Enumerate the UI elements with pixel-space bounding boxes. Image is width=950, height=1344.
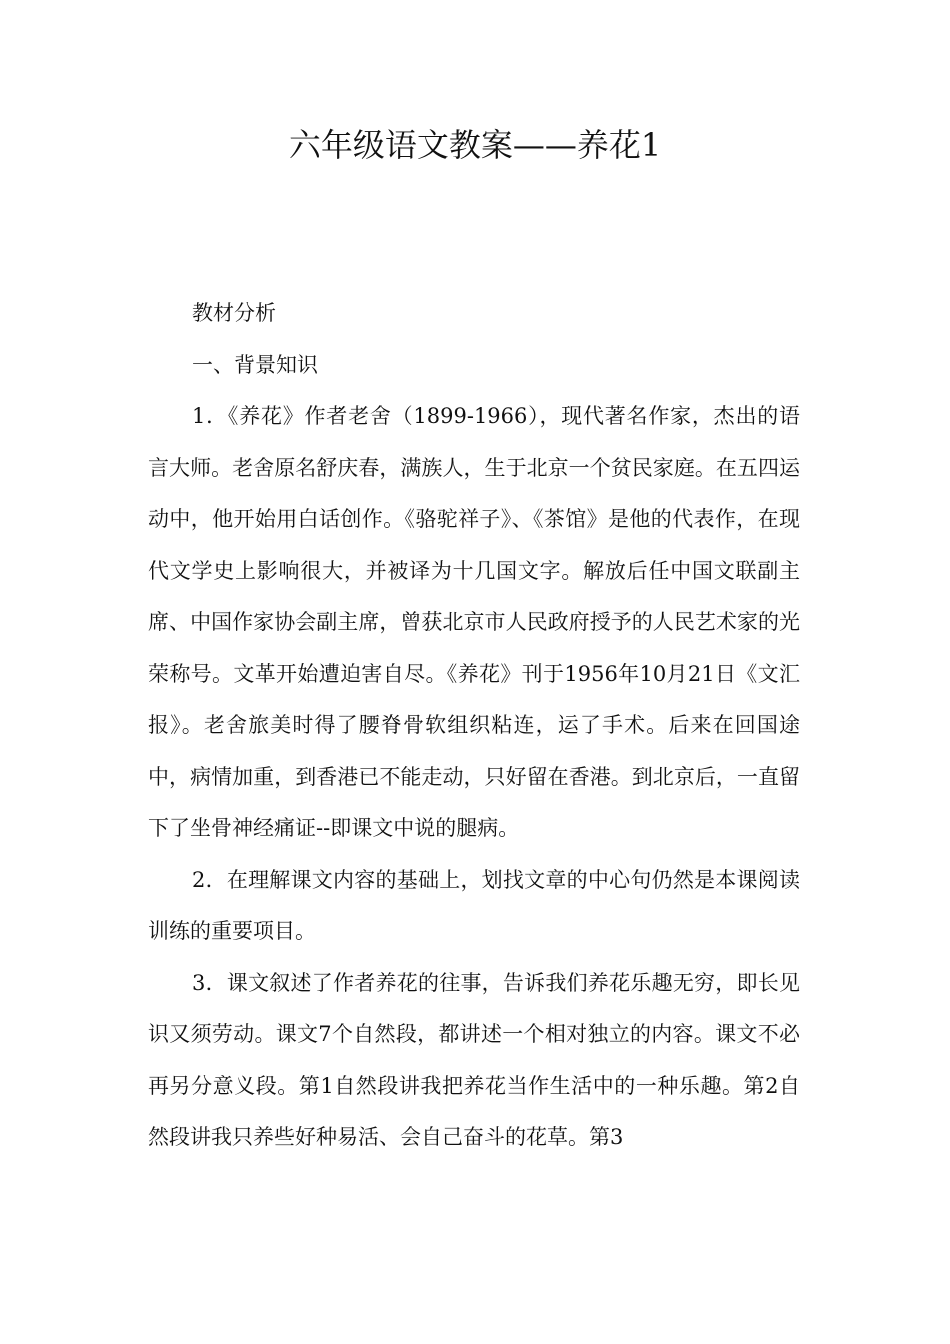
paragraph-2: 2．在理解课文内容的基础上，划找文章的中心句仍然是本课阅读训练的重要项目。 xyxy=(148,867,800,943)
section-heading: 教材分析 xyxy=(192,301,276,325)
subsection-heading: 一、背景知识 xyxy=(192,352,318,377)
paragraph-1: 1．《养花》作者老舍（1899-1966），现代著名作家，杰出的语言大师。老舍原名舒庆春，满族人，生于北京一个贫民家庭。在五四运动中，他开始用白话创作。《骆驼祥子》、《茶馆》是他的代表作，在现代文学史上影响很大，并被译为十几国文字。解放后任中国文联副主席、中国作家协会副主席，曾获北京市人民政府授予的人民艺术家的光荣称号。文革开始遭迫害自尽。《养花》刊于1956年10月21日《文汇报》。老舍旅美时得了腰脊骨软组织粘连，运了手术。后来在回国途中，病情加重，到香港已不能走动，只好留在香港。到北京后，一直留下了坐骨神经痛证--即课文中说的腿病。 xyxy=(148,404,800,840)
document-body xyxy=(148,288,800,1164)
document-title: 六年级语文教案——养花1 xyxy=(288,126,662,164)
paragraph-3: 3．课文叙述了作者养花的往事，告诉我们养花乐趣无穷，即长见识又须劳动。课文7个自然段，都讲述一个相对独立的内容。课文不必再另分意义段。第1自然段讲我把养花当作生活中的一种乐趣。第2自然段讲我只养些好种易活、会自己奋斗的花草。第3 xyxy=(148,970,800,1149)
